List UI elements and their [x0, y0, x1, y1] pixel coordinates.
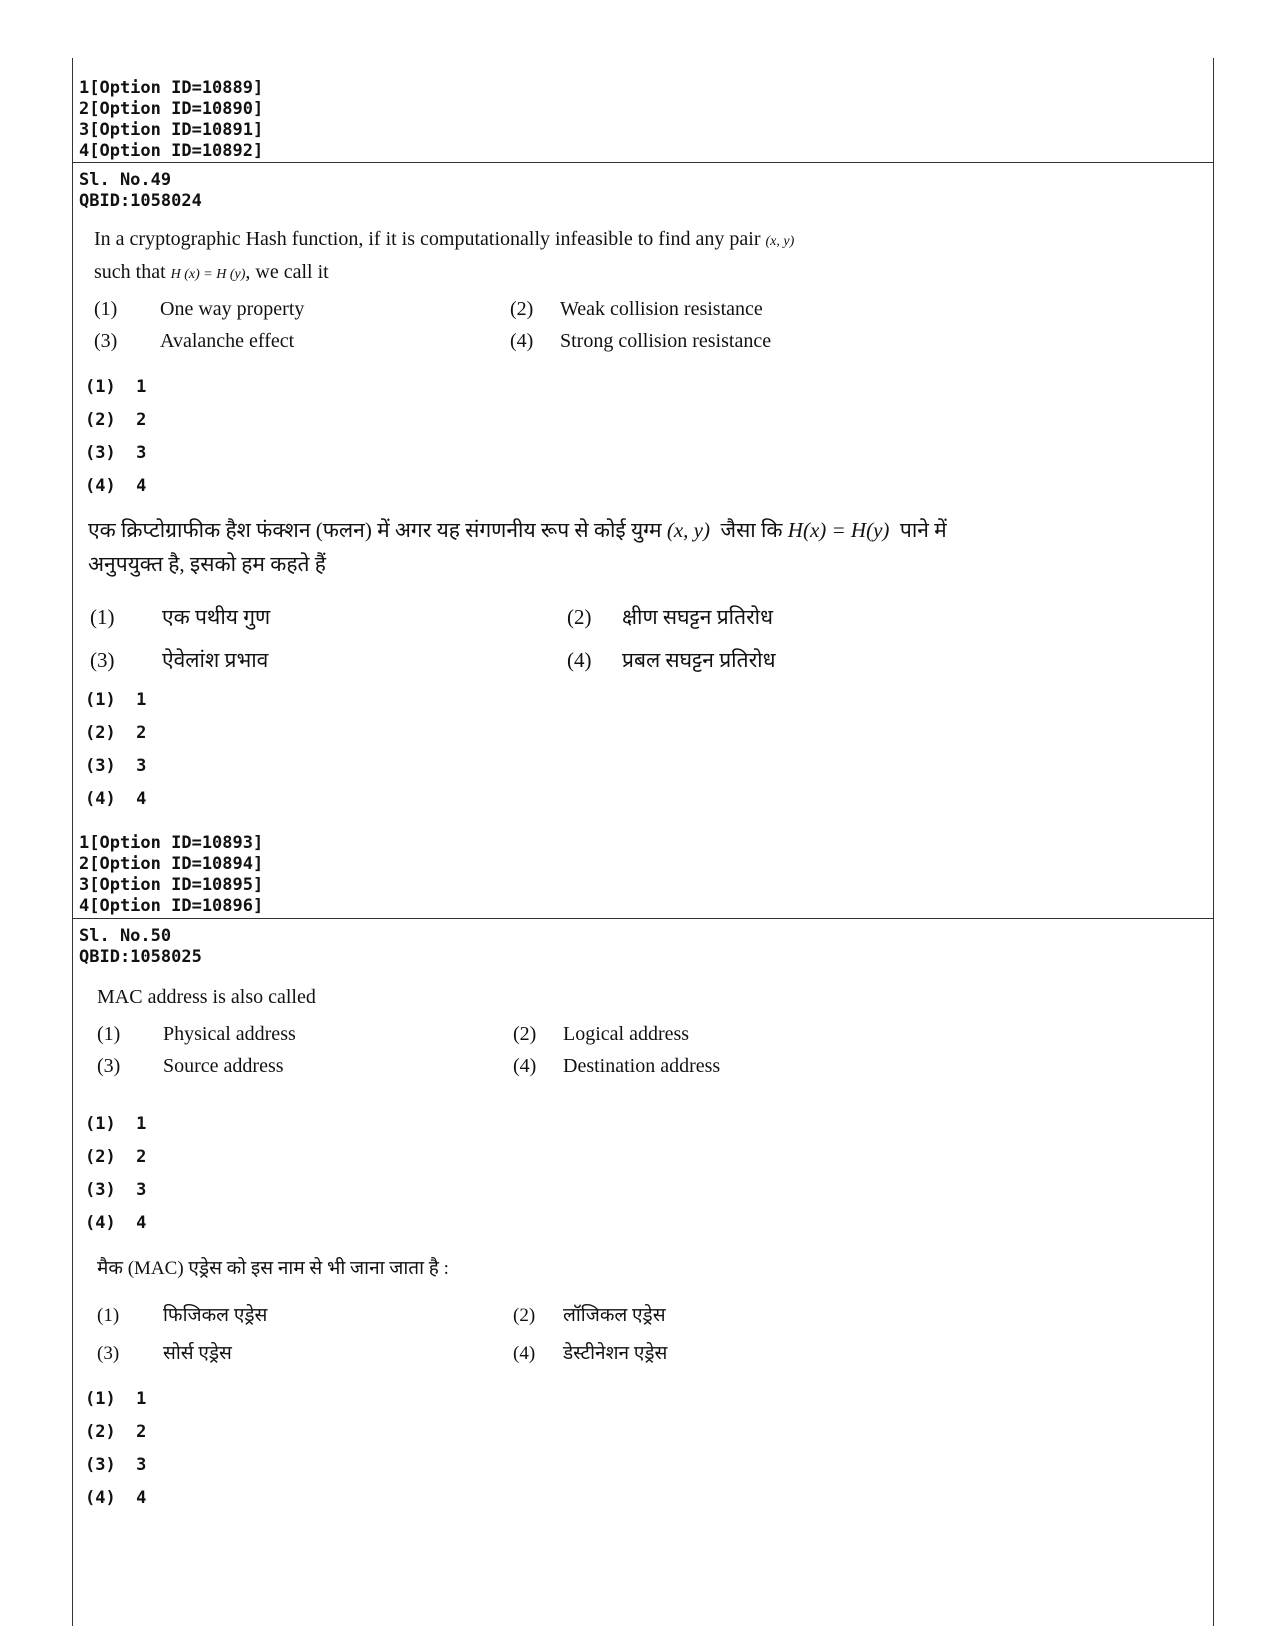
qbid: QBID:1058025	[79, 947, 202, 967]
option-3[interactable]: (3) Source address	[97, 1055, 284, 1077]
option-3[interactable]: (3) सोर्स एड्रेस	[97, 1343, 232, 1364]
question-text-hindi	[88, 513, 947, 581]
answer-choice[interactable]: (3) 3	[85, 443, 147, 463]
answer-choice[interactable]: (3) 3	[85, 756, 147, 776]
option-id: 4[Option ID=10896]	[79, 896, 264, 916]
answer-choice[interactable]: (1) 1	[85, 1389, 147, 1409]
question-text: एक क्रिप्टोग्राफीक हैश फंक्शन (फलन) में अगर यह संगणनीय रूप से कोई युग्म	[88, 518, 662, 542]
option-1[interactable]: (1) एक पथीय गुण	[90, 605, 271, 629]
option-1[interactable]: (1) One way property	[94, 298, 305, 320]
question-text-english	[97, 982, 316, 1012]
answer-list	[85, 1114, 146, 1246]
section-divider	[73, 162, 1213, 163]
question-text: मैक (MAC) एड्रेस को इस नाम से भी जाना जाता है :	[97, 1258, 449, 1279]
serial-number: Sl. No.50	[79, 926, 172, 946]
option-id: 1[Option ID=10889]	[79, 78, 264, 98]
option-2[interactable]: (2) लॉजिकल एड्रेस	[513, 1305, 666, 1326]
answer-choice[interactable]: (2) 2	[85, 1422, 147, 1442]
question-text-hindi	[97, 1254, 449, 1284]
math-expression: H(x) = H(y)	[787, 518, 890, 542]
question-header	[79, 170, 202, 212]
answer-choice[interactable]: (1) 1	[85, 690, 147, 710]
question-text: such that	[94, 261, 166, 283]
question-text: जैसा कि	[720, 518, 783, 542]
answer-list	[85, 690, 146, 822]
question-text: , we call it	[245, 261, 329, 283]
answer-choice[interactable]: (2) 2	[85, 1147, 147, 1167]
option-4[interactable]: (4) Strong collision resistance	[510, 330, 772, 352]
option-id-list	[79, 833, 263, 917]
qbid: QBID:1058024	[79, 191, 202, 211]
option-1[interactable]: (1) फिजिकल एड्रेस	[97, 1305, 268, 1326]
answer-choice[interactable]: (4) 4	[85, 476, 147, 496]
option-id: 2[Option ID=10894]	[79, 854, 264, 874]
answer-choice[interactable]: (3) 3	[85, 1455, 147, 1475]
option-4[interactable]: (4) Destination address	[513, 1055, 721, 1077]
answer-list	[85, 1389, 146, 1521]
option-4[interactable]: (4) डेस्टीनेशन एड्रेस	[513, 1343, 668, 1364]
option-id: 2[Option ID=10890]	[79, 99, 264, 119]
answer-list	[85, 377, 146, 509]
option-id: 3[Option ID=10891]	[79, 120, 264, 140]
option-id: 4[Option ID=10892]	[79, 141, 264, 161]
option-4[interactable]: (4) प्रबल सघट्टन प्रतिरोध	[567, 648, 776, 672]
question-text: MAC address is also called	[97, 986, 316, 1008]
answer-choice[interactable]: (2) 2	[85, 410, 147, 430]
question-header	[79, 926, 202, 968]
option-1[interactable]: (1) Physical address	[97, 1023, 296, 1045]
answer-choice[interactable]: (1) 1	[85, 377, 147, 397]
answer-choice[interactable]: (3) 3	[85, 1180, 147, 1200]
answer-choice[interactable]: (1) 1	[85, 1114, 147, 1134]
option-3[interactable]: (3) ऐवेलांश प्रभाव	[90, 648, 269, 672]
option-2[interactable]: (2) क्षीण सघट्टन प्रतिरोध	[567, 605, 774, 629]
answer-choice[interactable]: (4) 4	[85, 789, 147, 809]
section-divider	[73, 918, 1213, 919]
page-frame	[72, 58, 1214, 1626]
option-2[interactable]: (2) Logical address	[513, 1023, 690, 1045]
serial-number: Sl. No.49	[79, 170, 172, 190]
answer-choice[interactable]: (4) 4	[85, 1488, 147, 1508]
answer-choice[interactable]: (4) 4	[85, 1213, 147, 1233]
question-text-english	[94, 224, 794, 290]
question-text: In a cryptographic Hash function, if it is computationally infeasible to find any pair	[94, 228, 761, 250]
option-id: 3[Option ID=10895]	[79, 875, 264, 895]
answer-choice[interactable]: (2) 2	[85, 723, 147, 743]
option-3[interactable]: (3) Avalanche effect	[94, 330, 295, 352]
math-expression: H (x) = H (y)	[170, 267, 246, 282]
math-expression: (x, y)	[765, 234, 795, 249]
option-id-list	[79, 78, 263, 162]
math-expression: (x, y)	[666, 518, 710, 542]
option-id: 1[Option ID=10893]	[79, 833, 264, 853]
question-text: अनुपयुक्त है, इसको हम कहते हैं	[88, 552, 326, 576]
option-2[interactable]: (2) Weak collision resistance	[510, 298, 763, 320]
question-text: पाने में	[899, 518, 947, 542]
